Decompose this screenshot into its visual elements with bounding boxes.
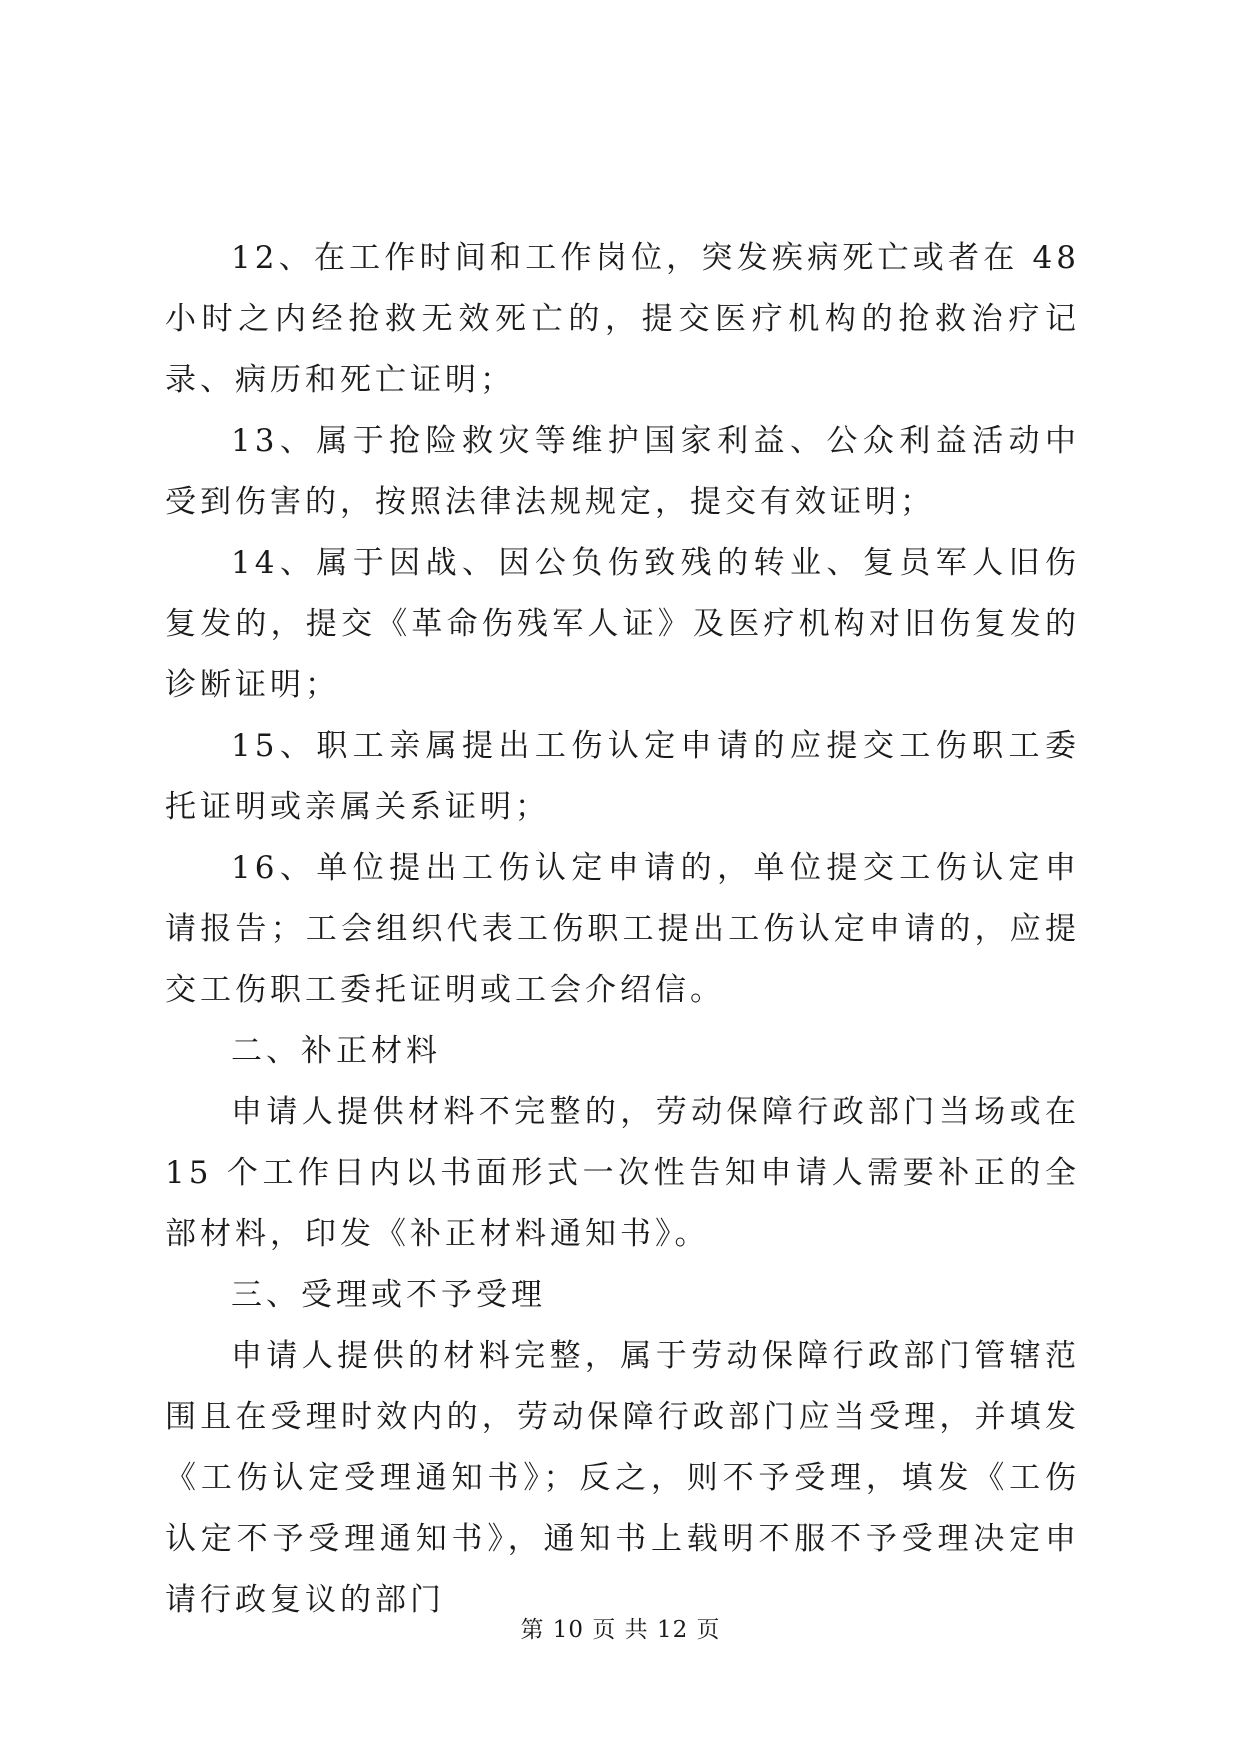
paragraph-item-13: 13、属于抢险救灾等维护国家利益、公众利益活动中受到伤害的，按照法律法规规定，提交有效证明； bbox=[165, 423, 1080, 520]
section-heading-acceptance: 三、受理或不予受理 bbox=[231, 1277, 546, 1313]
paragraph-item-15: 15、职工亲属提出工伤认定申请的应提交工伤职工委托证明或亲属关系证明； bbox=[165, 728, 1080, 825]
paragraph-supplement: 申请人提供材料不完整的，劳动保障行政部门当场或在 15 个工作日内以书面形式一次性告知申请人需要补正的全部材料，印发《补正材料通知书》。 bbox=[165, 1094, 1080, 1252]
paragraph-item-12: 12、在工作时间和工作岗位，突发疾病死亡或者在 48 小时之内经抢救无效死亡的，提交医疗机构的抢救治疗记录、病历和死亡证明； bbox=[165, 240, 1080, 398]
paragraph-item-14: 14、属于因战、因公负伤致残的转业、复员军人旧伤复发的，提交《革命伤残军人证》及医疗机构对旧伤复发的诊断证明； bbox=[165, 545, 1080, 703]
paragraph-item-16: 16、单位提出工伤认定申请的，单位提交工伤认定申请报告；工会组织代表工伤职工提出工伤认定申请的，应提交工伤职工委托证明或工会介绍信。 bbox=[165, 850, 1080, 1008]
page-number-footer: 第 10 页 共 12 页 bbox=[520, 1617, 721, 1643]
paragraph-acceptance: 申请人提供的材料完整，属于劳动保障行政部门管辖范围且在受理时效内的，劳动保障行政部门应当受理，并填发《工伤认定受理通知书》；反之，则不予受理，填发《工伤认定不予受理通知书》，通知书上载明不服不予受理决定申请行政复议的部门 bbox=[165, 1338, 1080, 1618]
document-body bbox=[165, 228, 1080, 1631]
section-heading-supplement: 二、补正材料 bbox=[231, 1033, 441, 1069]
